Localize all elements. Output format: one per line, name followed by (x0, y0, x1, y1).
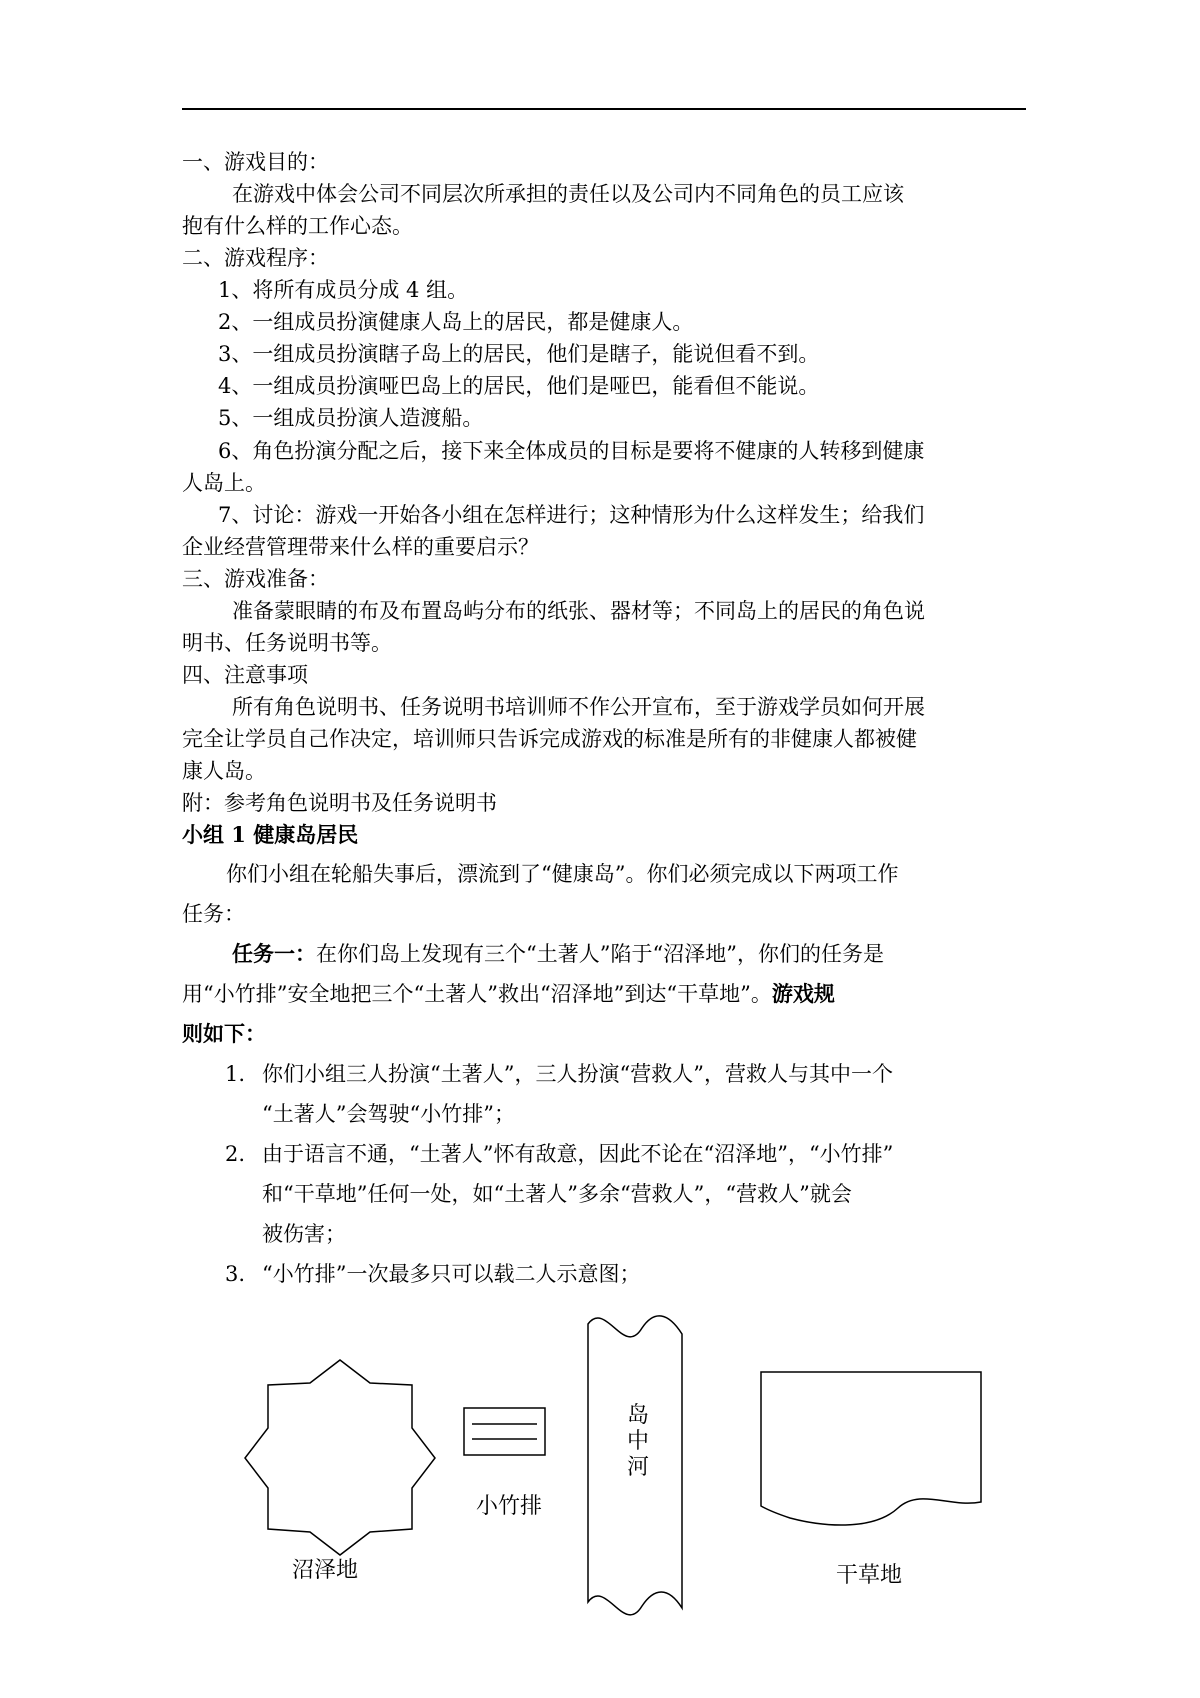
section-2-title: 二、游戏程序： (182, 246, 329, 270)
rule-text: 你们小组三人扮演“土著人”，三人扮演“营救人”，营救人与其中一个 (262, 1062, 893, 1086)
section-4-body-cont: 完全让学员自己作决定，培训师只告诉完成游戏的标准是所有的非健康人都被健 (182, 727, 917, 751)
rescue-diagram (0, 1300, 1200, 1630)
rule-text: 和“干草地”任何一处，如“土著人”多余“营救人”，“营救人”就会 (262, 1182, 852, 1206)
group-1-intro-cont: 任务： (182, 902, 245, 926)
section-3-body-cont: 明书、任务说明书等。 (182, 631, 392, 655)
appendix-note: 附：参考角色说明书及任务说明书 (182, 791, 497, 815)
group-1-intro: 你们小组在轮船失事后，漂流到了“健康岛”。你们必须完成以下两项工作 (226, 862, 899, 886)
river-label-char: 岛 (627, 1403, 650, 1428)
procedure-item: 4、一组成员扮演哑巴岛上的居民，他们是哑巴，能看但不能说。 (218, 374, 820, 398)
section-4-title: 四、注意事项 (182, 663, 308, 687)
rule-number: 3. (225, 1262, 246, 1286)
task-1-text: 在你们岛上发现有三个“土著人”陷于“沼泽地”，你们的任务是 (316, 942, 884, 966)
raft-label: 小竹排 (476, 1494, 543, 1519)
swamp-label: 沼泽地 (292, 1558, 359, 1583)
procedure-item-7-cont: 企业经营管理带来什么样的重要启示？ (182, 535, 539, 559)
river-label-char: 河 (627, 1455, 650, 1480)
section-3-title: 三、游戏准备： (182, 567, 329, 591)
procedure-item: 3、一组成员扮演瞎子岛上的居民，他们是瞎子，能说但看不到。 (218, 342, 820, 366)
task-1-line-1 (232, 940, 884, 968)
procedure-item-6: 6、角色扮演分配之后，接下来全体成员的目标是要将不健康的人转移到健康 (218, 439, 925, 463)
section-1-body-cont: 抱有什么样的工作心态。 (182, 214, 413, 238)
rule-text: “小竹排”一次最多只可以载二人示意图； (262, 1262, 641, 1286)
raft-shape (464, 1408, 545, 1455)
section-4-body: 所有角色说明书、任务说明书培训师不作公开宣布，至于游戏学员如何开展 (232, 695, 925, 719)
procedure-item-7: 7、讨论：游戏一开始各小组在怎样进行；这种情形为什么这样发生；给我们 (218, 503, 925, 527)
procedure-item: 2、一组成员扮演健康人岛上的居民，都是健康人。 (218, 310, 694, 334)
procedure-item: 5、一组成员扮演人造渡船。 (218, 406, 484, 430)
rules-label: 游戏规 (771, 981, 835, 1006)
section-3-body: 准备蒙眼睛的布及布置岛屿分布的纸张、器材等；不同岛上的居民的角色说 (232, 599, 925, 623)
rule-number: 1. (225, 1062, 246, 1086)
rule-text: “土著人”会驾驶“小竹排”； (262, 1102, 515, 1126)
grassland-label: 干草地 (836, 1563, 903, 1588)
task-1-text: 用“小竹排”安全地把三个“土著人”救出“沼泽地”到达“干草地”。 (182, 982, 772, 1006)
river-label-char: 中 (627, 1429, 650, 1454)
procedure-item-6-cont: 人岛上。 (182, 471, 266, 495)
header-rule (182, 108, 1026, 110)
rules-label-cont: 则如下： (182, 1021, 266, 1046)
section-1-title: 一、游戏目的： (182, 150, 329, 174)
rule-text: 被伤害； (262, 1222, 346, 1246)
swamp-shape (245, 1360, 435, 1555)
grassland-shape (761, 1372, 981, 1525)
task-1-line-2 (182, 980, 835, 1008)
task-1-label: 任务一： (232, 941, 316, 966)
group-1-title: 小组 1 健康岛居民 (182, 822, 359, 847)
section-1-body: 在游戏中体会公司不同层次所承担的责任以及公司内不同角色的员工应该 (232, 182, 904, 206)
procedure-item: 1、将所有成员分成 4 组。 (218, 278, 469, 302)
rule-text: 由于语言不通，“土著人”怀有敌意，因此不论在“沼泽地”，“小竹排” (262, 1142, 894, 1166)
rule-number: 2. (225, 1142, 246, 1166)
section-4-body-cont: 康人岛。 (182, 759, 266, 783)
